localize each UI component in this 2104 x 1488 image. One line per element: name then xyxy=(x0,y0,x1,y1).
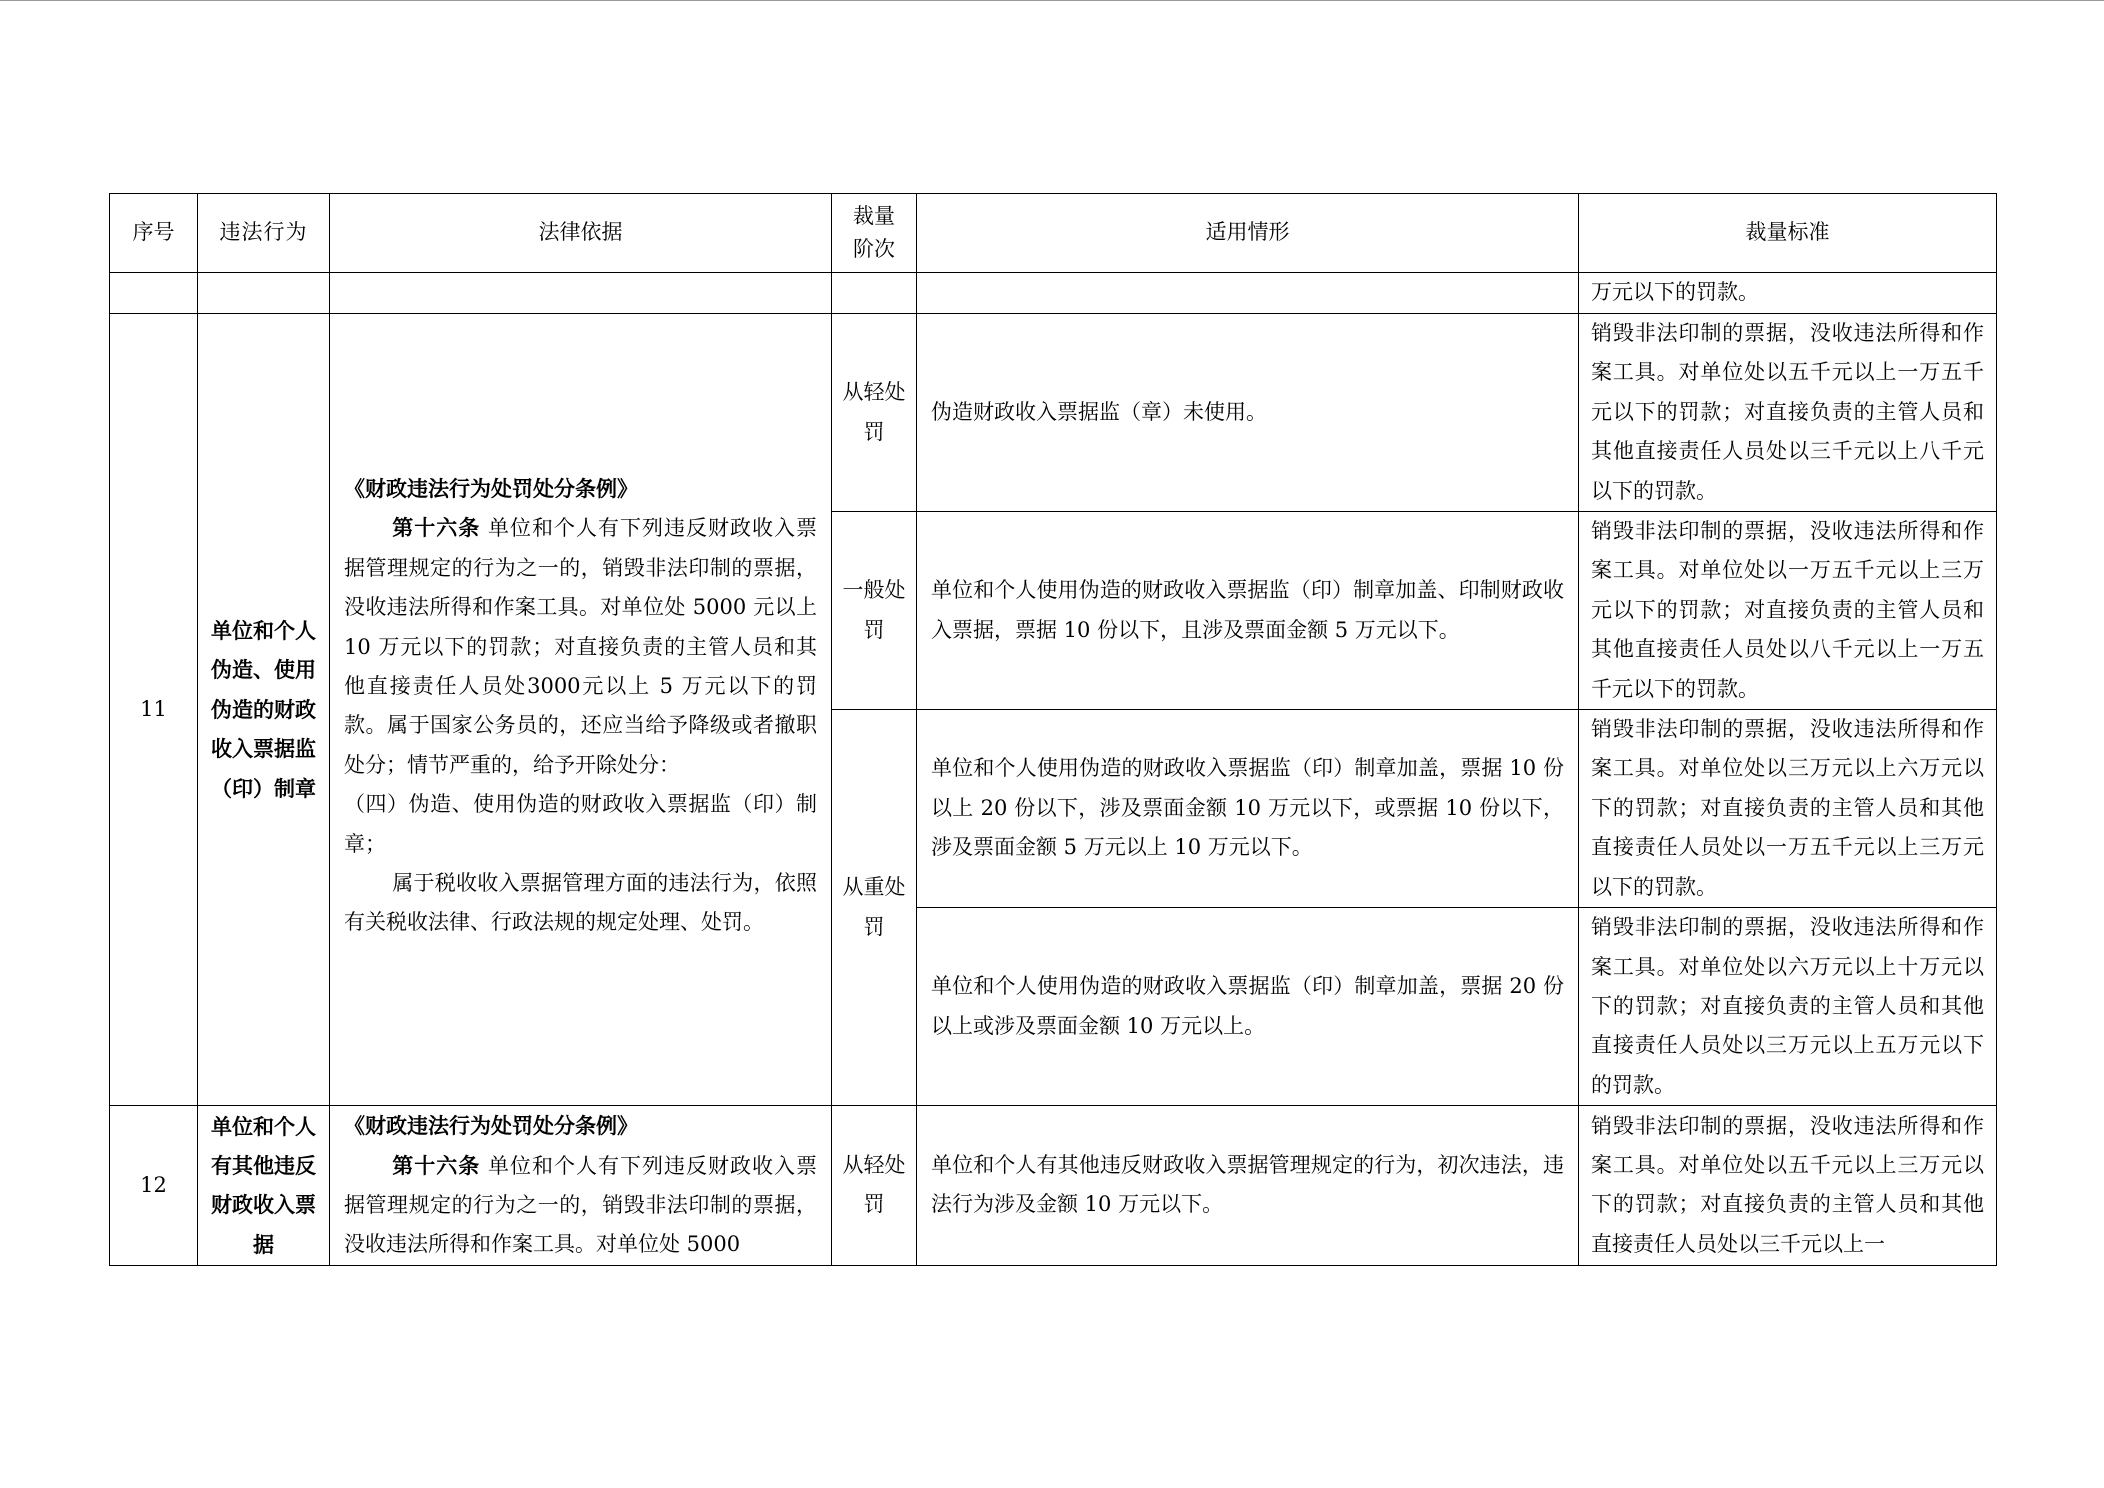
item11-standard-heavy-1: 销毁非法印制的票据，没收违法所得和作案工具。对单位处以三万元以上六万元以下的罚款；对直接负责的主管人员和其他直接责任人员处以一万五千元以上三万元以下的罚款。 xyxy=(1579,710,1997,908)
item11-standard-general: 销毁非法印制的票据，没收违法所得和作案工具。对单位处以一万五千元以上三万元以下的罚款；对直接负责的主管人员和其他直接责任人员处以八千元以上一万五千元以下的罚款。 xyxy=(1579,512,1997,710)
discretion-standard-table xyxy=(109,193,1997,1266)
item12-no: 12 xyxy=(110,1106,198,1266)
table-row xyxy=(110,1106,1997,1266)
item11-standard-light: 销毁非法印制的票据，没收违法所得和作案工具。对单位处以五千元以上一万五千元以下的罚款；对直接负责的主管人员和其他直接责任人员处以三千元以上八千元以下的罚款。 xyxy=(1579,314,1997,512)
header-level: 裁量阶次 xyxy=(832,194,917,273)
item11-situation-light: 伪造财政收入票据监（章）未使用。 xyxy=(917,314,1579,512)
item11-legal-basis xyxy=(330,314,832,1106)
item11-situation-general: 单位和个人使用伪造的财政收入票据监（印）制章加盖、印制财政收入票据，票据 10 份以下，且涉及票面金额 5 万元以下。 xyxy=(917,512,1579,710)
item11-standard-heavy-2: 销毁非法印制的票据，没收违法所得和作案工具。对单位处以六万元以上十万元以下的罚款；对直接负责的主管人员和其他直接责任人员处以三万元以上五万元以下的罚款。 xyxy=(1579,908,1997,1106)
item11-situation-heavy-2: 单位和个人使用伪造的财政收入票据监（印）制章加盖，票据 20 份以上或涉及票面金额 10 万元以上。 xyxy=(917,908,1579,1106)
continued-standard: 万元以下的罚款。 xyxy=(1579,273,1997,314)
item11-basis-text: 单位和个人有下列违反财政收入票据管理规定的行为之一的，销毁非法印制的票据，没收违法所得和作案工具。对单位处 5000 元以上 10 万元以下的罚款；对直接负责的主管人员和其他直接责任人员处3000元以上 5 万元以下的罚款。属于国家公务员的，还应当给予降级或者撤职处分；情节严重的，给予开除处分： xyxy=(344,516,818,777)
item11-basis-note: 属于税收收入票据管理方面的违法行为，依照有关税收法律、行政法规的规定处理、处罚。 xyxy=(344,871,817,935)
continued-situation xyxy=(917,273,1579,314)
continued-basis xyxy=(330,273,832,314)
continued-row xyxy=(110,273,1997,314)
header-standard: 裁量标准 xyxy=(1579,194,1997,273)
continued-level xyxy=(832,273,917,314)
table-row xyxy=(110,314,1997,512)
header-basis: 法律依据 xyxy=(330,194,832,273)
item11-basis-article: 第十六条 xyxy=(392,515,481,541)
header-no: 序号 xyxy=(110,194,198,273)
item12-basis-article: 第十六条 xyxy=(392,1152,481,1178)
item12-standard-light: 销毁非法印制的票据，没收违法所得和作案工具。对单位处以五千元以上三万元以下的罚款；对直接负责的主管人员和其他直接责任人员处以三千元以上一 xyxy=(1579,1106,1997,1266)
item12-level-light: 从轻处罚 xyxy=(832,1106,917,1266)
item11-situation-heavy-1: 单位和个人使用伪造的财政收入票据监（印）制章加盖，票据 10 份以上 20 份以下，涉及票面金额 10 万元以下，或票据 10 份以下，涉及票面金额 5 万元以上 10 万元以下。 xyxy=(917,710,1579,908)
item12-behavior: 单位和个人有其他违反财政收入票据 xyxy=(198,1106,330,1266)
item12-situation-light: 单位和个人有其他违反财政收入票据管理规定的行为，初次违法，违法行为涉及金额 10 万元以下。 xyxy=(917,1106,1579,1266)
item12-legal-basis xyxy=(330,1106,832,1266)
item11-level-general: 一般处罚 xyxy=(832,512,917,710)
item11-no: 11 xyxy=(110,314,198,1106)
item11-level-heavy: 从重处罚 xyxy=(832,710,917,1106)
header-situation: 适用情形 xyxy=(917,194,1579,273)
item12-basis-text: 单位和个人有下列违反财政收入票据管理规定的行为之一的，销毁非法印制的票据，没收违法所得和作案工具。对单位处 5000 xyxy=(344,1153,818,1257)
item11-basis-item: （四）伪造、使用伪造的财政收入票据监（印）制章； xyxy=(344,792,817,856)
item12-basis-title: 《财政违法行为处罚处分条例》 xyxy=(344,1113,638,1139)
continued-behavior xyxy=(198,273,330,314)
item11-behavior: 单位和个人伪造、使用伪造的财政收入票据监（印）制章 xyxy=(198,314,330,1106)
header-row xyxy=(110,194,1997,273)
item11-basis-paragraph xyxy=(344,508,817,785)
header-behavior: 违法行为 xyxy=(198,194,330,273)
continued-no xyxy=(110,273,198,314)
item11-basis-title: 《财政违法行为处罚处分条例》 xyxy=(344,476,638,501)
item12-basis-paragraph xyxy=(344,1146,817,1265)
item11-level-light: 从轻处罚 xyxy=(832,314,917,512)
